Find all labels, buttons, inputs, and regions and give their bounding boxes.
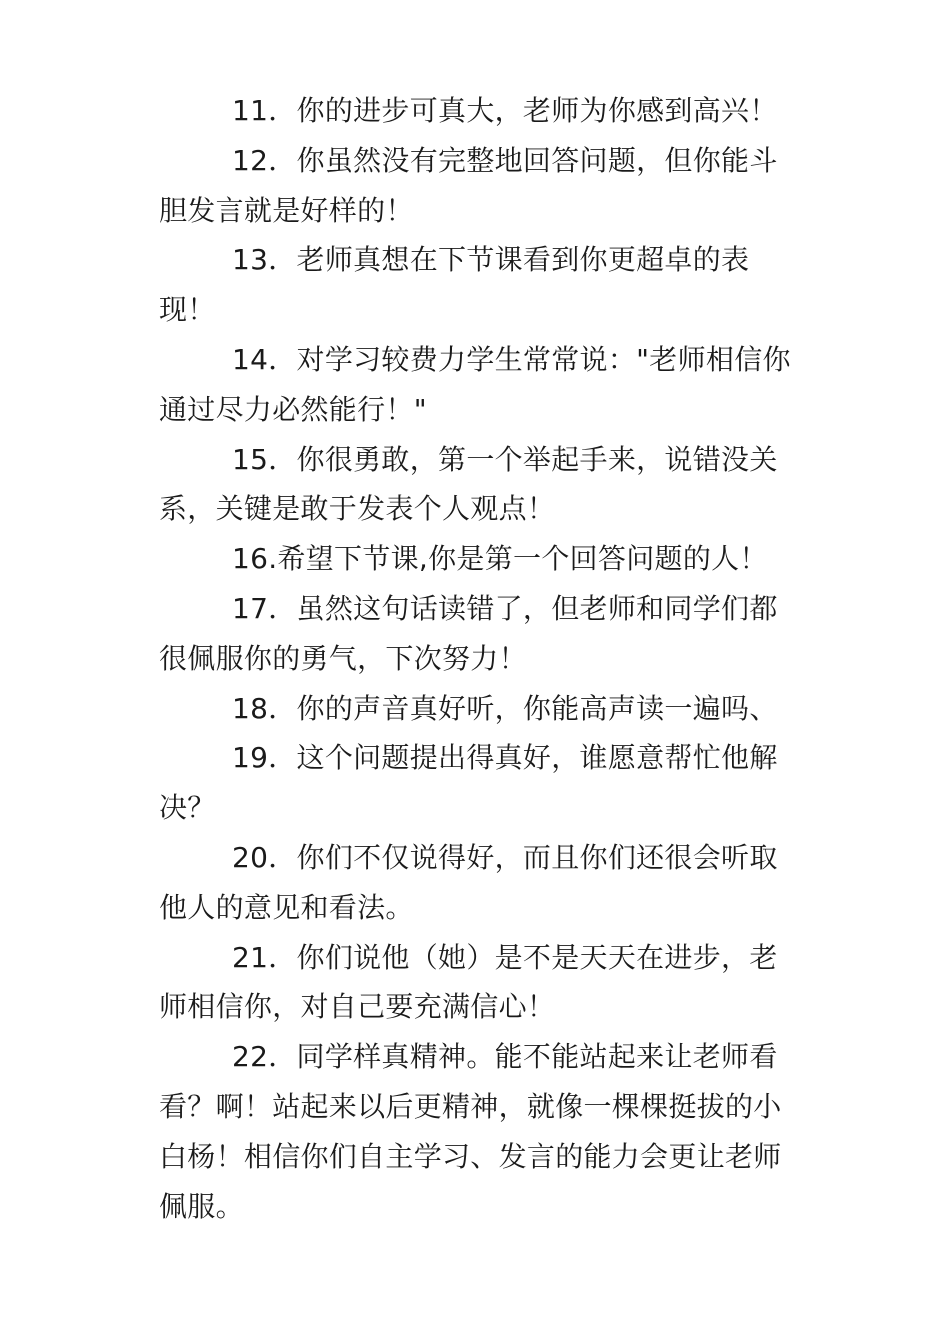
paragraph-16: 16.希望下节课,你是第一个回答问题的人！ [232,542,768,576]
paragraph-15: 15．你很勇敢，第一个举起手来，说错没关系，关键是敢于发表个人观点！ [159,442,778,526]
paragraph-19: 19．这个问题提出得真好，谁愿意帮忙他解决？ [159,741,778,825]
paragraph-12: 12．你虽然没有完整地回答问题，但你能斗胆发言就是好样的！ [159,143,778,227]
paragraph-21: 21．你们说他（她）是不是天天在进步，老师相信你，对自己要充满信心！ [159,940,778,1024]
paragraph-20: 20．你们不仅说得好，而且你们还很会听取他人的意见和看法。 [159,840,778,924]
paragraph-14: 14．对学习较费力学生常常说："老师相信你通过尽力必然能行！" [159,342,791,426]
paragraph-22: 22．同学样真精神。能不能站起来让老师看看？啊！站起来以后更精神，就像一棵棵挺拔的小白杨！相信你们自主学习、发言的能力会更让老师佩服。 [159,1040,782,1223]
paragraph-18: 18．你的声音真好听，你能高声读一遍吗、 [232,691,778,725]
paragraph-13: 13．老师真想在下节课看到你更超卓的表现！ [159,243,750,327]
paragraph-17: 17．虽然这句话读错了，但老师和同学们都很佩服你的勇气，下次努力！ [159,591,778,675]
paragraph-11: 11．你的进步可真大，老师为你感到高兴！ [232,94,778,127]
document-body [159,86,795,1231]
